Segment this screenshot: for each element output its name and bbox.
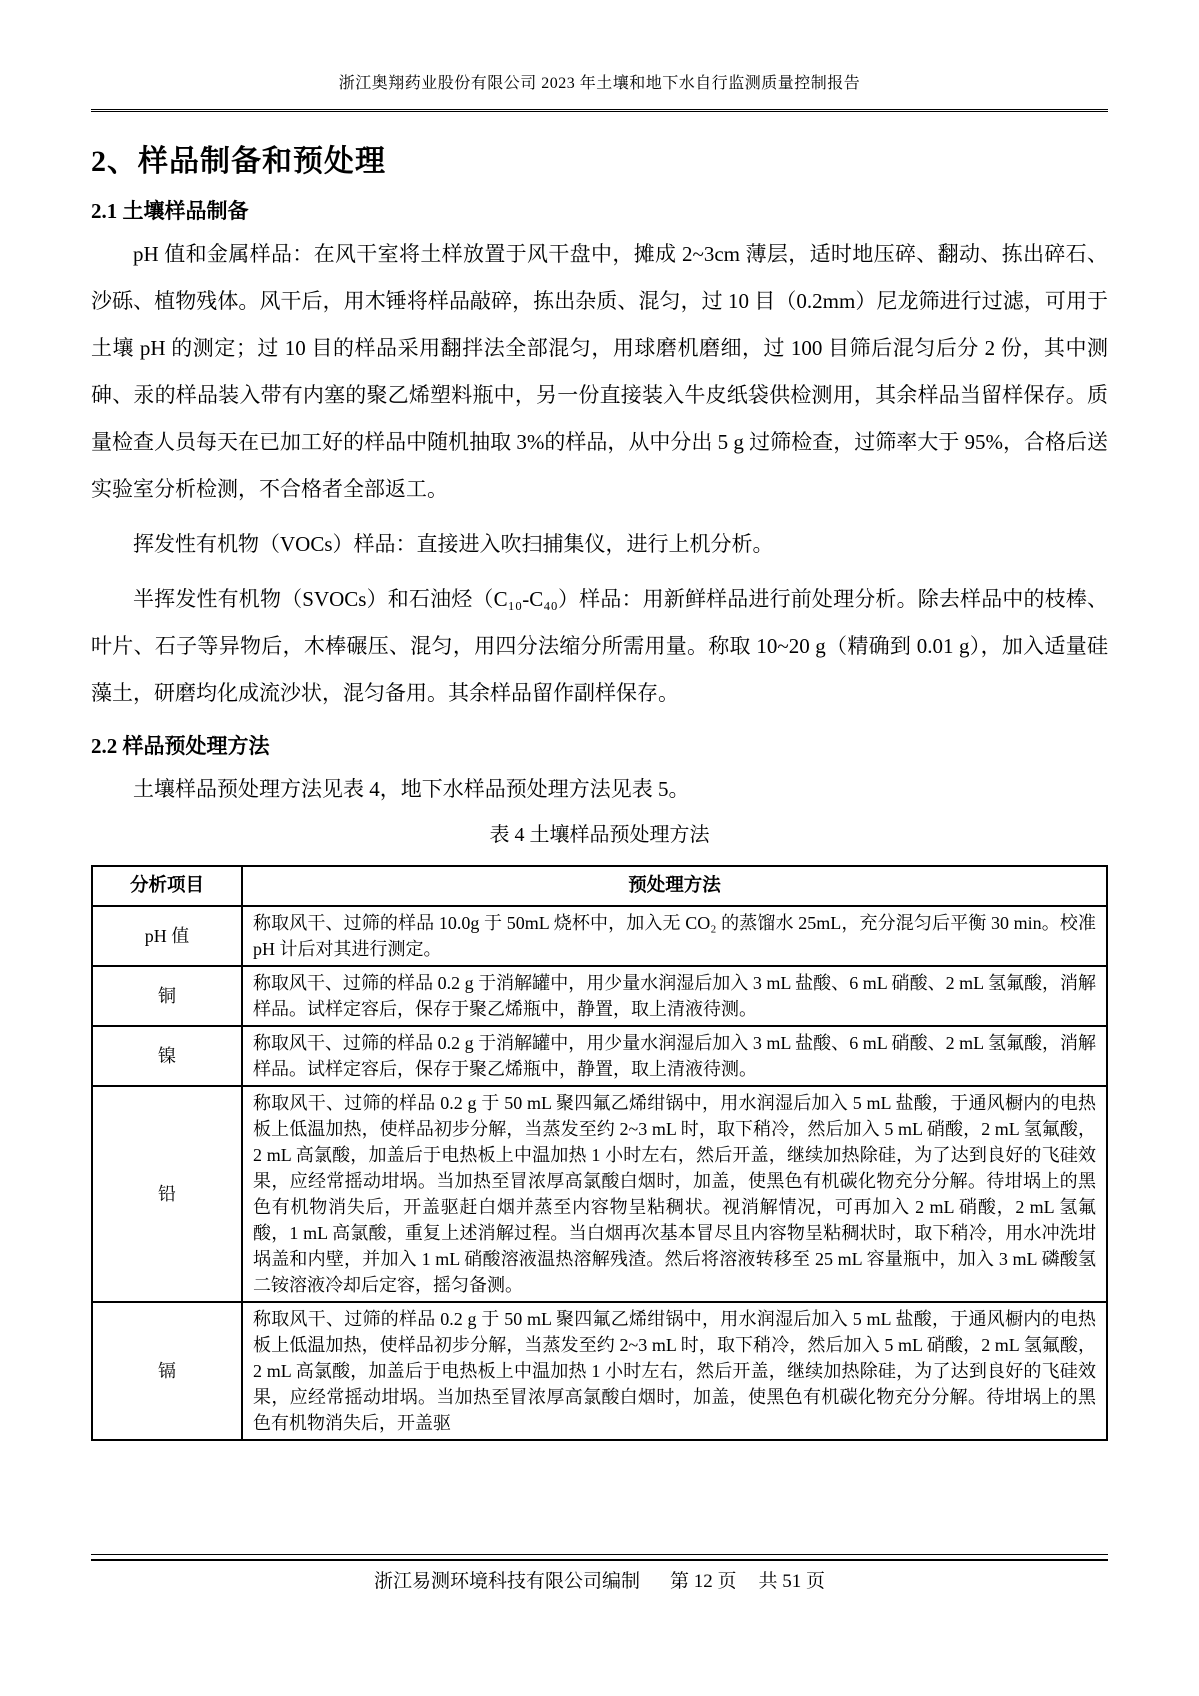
table-row xyxy=(92,1086,1107,1302)
paragraph-vocs: 挥发性有机物（VOCs）样品：直接进入吹扫捕集仪，进行上机分析。 xyxy=(133,532,774,556)
analysis-item-cell: pH 值 xyxy=(92,906,242,966)
footer-text xyxy=(0,1570,1199,1594)
analysis-item-cell: 铅 xyxy=(92,1086,242,1302)
paragraph-soil-sample-prep: pH 值和金属样品：在风干室将土样放置于风干盘中，摊成 2~3cm 薄层，适时地压碎、翻动、拣出碎石、沙砾、植物残体。风干后，用木锤将样品敲碎，拣出杂质、混匀，过 10 目（0.2mm）尼龙筛进行过滤，可用于土壤 pH 的测定；过 10 目的样品采用翻拌法全部混匀，用球磨机磨细，过 100 目筛后混匀后分 2 份，其中测砷、汞的样品装入带有内塞的聚乙烯塑料瓶中，另一份直接装入牛皮纸袋供检测用，其余样品当留样保存。质量检查人员每天在已加工好的样品中随机抽取 3%的样品，从中分出 5 g 过筛检查，过筛率大于 95%，合格后送实验室分析检测，不合格者全部返工。 xyxy=(91,242,1108,501)
footer-rule-thick xyxy=(91,1559,1108,1561)
header-title: 浙江奥翔药业股份有限公司 2023 年土壤和地下水自行监测质量控制报告 xyxy=(338,75,861,92)
section-heading: 2、样品制备和预处理 xyxy=(91,145,386,178)
column-header-pretreatment-method: 预处理方法 xyxy=(242,866,1107,906)
footer-page-number: 第 12 页 xyxy=(669,1571,737,1592)
pretreatment-method-cell: 称取风干、过筛的样品 0.2 g 于 50 mL 聚四氟乙烯绀锅中，用水润湿后加入 5 mL 盐酸，于通风橱内的电热板上低温加热，使样品初步分解，当蒸发至约 2~3 mL 时，取下稍冷，然后加入 5 mL 硝酸，2 mL 氢氟酸，2 mL 高氯酸，加盖后于电热板上中温加热 1 小时左右，然后开盖，继续加热除硅，为了达到良好的飞硅效果，应经常摇动坩埚。当加热至冒浓厚高氯酸白烟时，加盖，使黑色有机碳化物充分分解。待坩埚上的黑色有机物消失后，开盖驱赶白烟并蒸至内容物呈粘稠状。视消解情况，可再加入 2 mL 硝酸，2 mL 氢氟酸，1 mL 高氯酸，重复上述消解过程。当白烟再次基本冒尽且内容物呈粘稠状时，取下稍冷，用水冲洗坩埚盖和内壁，并加入 1 mL 硝酸溶液温热溶解残渣。然后将溶液转移至 25 mL 容量瓶中，加入 3 mL 磷酸氢二铵溶液冷却后定容，摇匀备测。 xyxy=(242,1086,1107,1302)
page-header xyxy=(91,74,1108,112)
analysis-item-cell: 镉 xyxy=(92,1302,242,1440)
table-header-row xyxy=(92,866,1107,906)
paragraph-table-reference: 土壤样品预处理方法见表 4，地下水样品预处理方法见表 5。 xyxy=(133,777,690,801)
column-header-analysis-item: 分析项目 xyxy=(92,866,242,906)
page-footer xyxy=(0,1554,1199,1696)
soil-pretreatment-table xyxy=(91,865,1108,1441)
table-row xyxy=(92,966,1107,1026)
footer-company: 浙江易测环境科技有限公司编制 xyxy=(373,1571,640,1592)
pretreatment-method-cell: 称取风干、过筛的样品 10.0g 于 50mL 烧杯中，加入无 CO₂ 的蒸馏水 25mL，充分混匀后平衡 30 min。校准 pH 计后对其进行测定。 xyxy=(242,906,1107,966)
pretreatment-method-cell: 称取风干、过筛的样品 0.2 g 于消解罐中，用少量水润湿后加入 3 mL 盐酸、6 mL 硝酸、2 mL 氢氟酸，消解样品。试样定容后，保存于聚乙烯瓶中，静置，取上清液待测。 xyxy=(242,966,1107,1026)
subsection-heading-2-1: 2.1 土壤样品制备 xyxy=(91,199,249,223)
table-clip-region xyxy=(91,865,1108,1441)
pretreatment-method-cell: 称取风干、过筛的样品 0.2 g 于消解罐中，用少量水润湿后加入 3 mL 盐酸、6 mL 硝酸、2 mL 氢氟酸，消解样品。试样定容后，保存于聚乙烯瓶中，静置，取上清液待测。 xyxy=(242,1026,1107,1086)
header-rule xyxy=(91,109,1108,112)
pretreatment-method-cell: 称取风干、过筛的样品 0.2 g 于 50 mL 聚四氟乙烯绀锅中，用水润湿后加入 5 mL 盐酸，于通风橱内的电热板上低温加热，使样品初步分解，当蒸发至约 2~3 mL 时，取下稍冷，然后加入 5 mL 硝酸，2 mL 氢氟酸，2 mL 高氯酸，加盖后于电热板上中温加热 1 小时左右，然后开盖，继续加热除硅，为了达到良好的飞硅效果，应经常摇动坩埚。当加热至冒浓厚高氯酸白烟时，加盖，使黑色有机碳化物充分分解。待坩埚上的黑色有机物消失后，开盖驱 xyxy=(242,1302,1107,1440)
footer-total-pages: 共 51 页 xyxy=(758,1571,826,1592)
table-row xyxy=(92,1026,1107,1086)
table-row xyxy=(92,906,1107,966)
footer-rule-thin xyxy=(91,1554,1108,1555)
paragraph-svocs: 半挥发性有机物（SVOCs）和石油烃（C₁₀-C₄₀）样品：用新鲜样品进行前处理分析。除去样品中的枝棒、叶片、石子等异物后，木棒碾压、混匀，用四分法缩分所需用量。称取 10~20 g（精确到 0.01 g），加入适量硅藻土，研磨均化成流沙状，混匀备用。其余样品留作副样保存。 xyxy=(91,587,1108,705)
subsection-heading-2-2: 2.2 样品预处理方法 xyxy=(91,734,270,758)
table-row xyxy=(92,1302,1107,1440)
analysis-item-cell: 铜 xyxy=(92,966,242,1026)
table-caption: 表 4 土壤样品预处理方法 xyxy=(489,824,710,846)
analysis-item-cell: 镍 xyxy=(92,1026,242,1086)
